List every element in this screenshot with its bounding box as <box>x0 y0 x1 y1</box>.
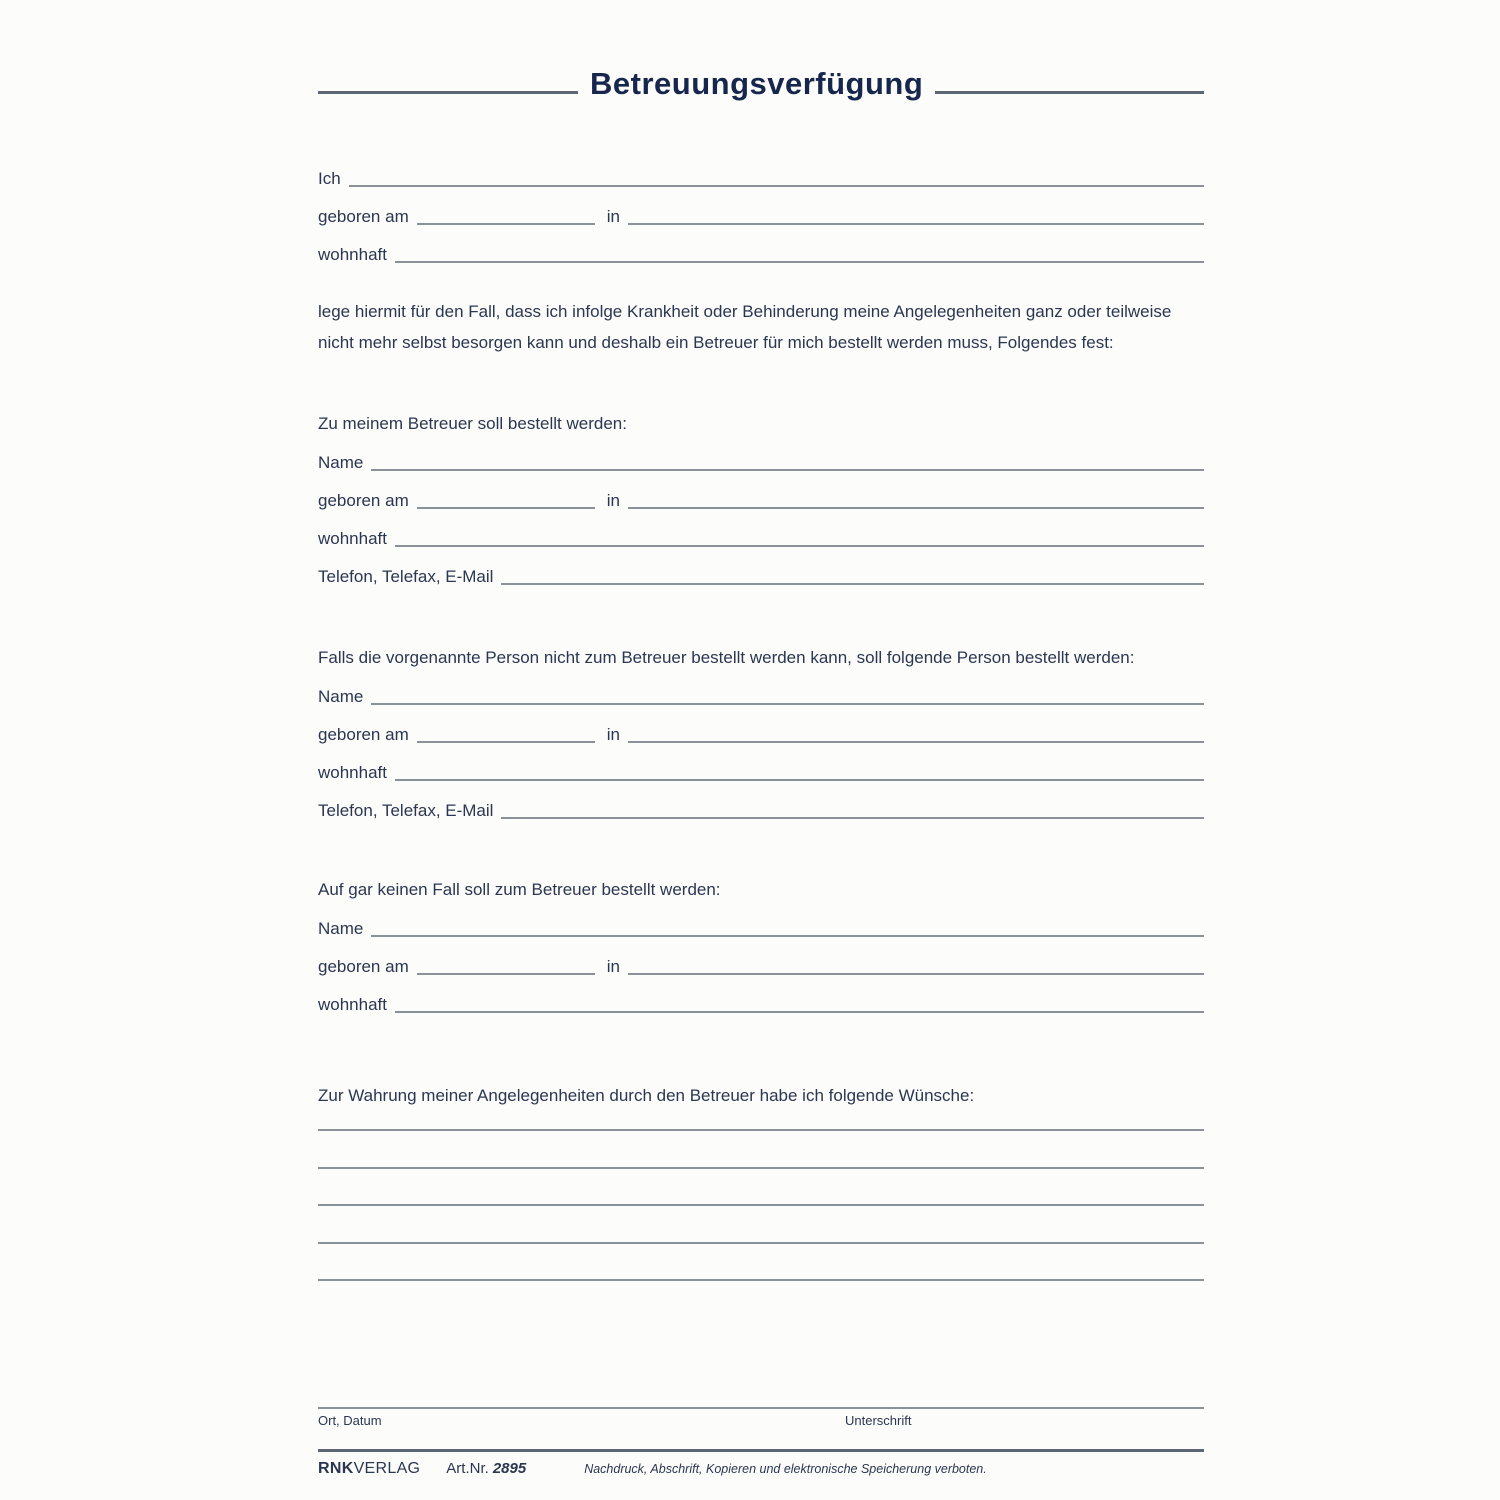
footer-block <box>318 1449 1204 1478</box>
ersatz-heading: Falls die vorgenannte Person nicht zum Betreuer bestellt werden kann, soll folgende Person bestellt werden: <box>318 648 1135 667</box>
wishes-line[interactable] <box>318 1204 1204 1242</box>
wohnhaft-field-line[interactable] <box>395 779 1204 781</box>
page-title: Betreuungsverfügung <box>590 66 924 101</box>
name-label: Name <box>318 453 364 472</box>
geburtsort-field-line[interactable] <box>628 741 1204 743</box>
title-rule-right <box>935 91 1204 94</box>
betreuer-heading: Zu meinem Betreuer soll bestellt werden: <box>318 414 627 433</box>
name-row <box>318 450 1204 474</box>
wohnhaft-label: wohnhaft <box>318 529 387 548</box>
section-declarant <box>318 166 1204 280</box>
geboren-row <box>318 722 1204 746</box>
name-row <box>318 916 1204 940</box>
wishes-line[interactable] <box>318 1167 1204 1205</box>
wohnhaft-field-line[interactable] <box>395 1011 1204 1013</box>
name-field-line[interactable] <box>371 703 1204 705</box>
ausschluss-heading: Auf gar keinen Fall soll zum Betreuer bestellt werden: <box>318 880 721 899</box>
telefon-row <box>318 564 1204 588</box>
wishes-lines <box>318 1129 1204 1317</box>
in-label: in <box>606 491 620 510</box>
name-row <box>318 684 1204 708</box>
in-label: in <box>606 207 620 226</box>
geboren-am-field-line[interactable] <box>417 973 595 975</box>
wohnhaft-row <box>318 760 1204 784</box>
brand-bold: RNK <box>318 1460 354 1477</box>
in-label: in <box>606 725 620 744</box>
wohnhaft-label: wohnhaft <box>318 763 387 782</box>
geboren-row <box>318 204 1204 228</box>
ich-field-line[interactable] <box>349 185 1204 187</box>
geburtsort-field-line[interactable] <box>628 973 1204 975</box>
wohnhaft-field-line[interactable] <box>395 261 1204 263</box>
name-field-line[interactable] <box>371 935 1204 937</box>
wishes-line[interactable] <box>318 1242 1204 1280</box>
wohnhaft-row <box>318 242 1204 266</box>
ort-datum-label: Ort, Datum <box>318 1413 382 1428</box>
geboren-row <box>318 488 1204 512</box>
geburtsort-field-line[interactable] <box>628 223 1204 225</box>
ich-row <box>318 166 1204 190</box>
signature-block <box>318 1407 1204 1428</box>
geboren-am-label: geboren am <box>318 957 409 976</box>
wishes-line[interactable] <box>318 1129 1204 1167</box>
wohnhaft-row <box>318 992 1204 1016</box>
wuensche-heading: Zur Wahrung meiner Angelegenheiten durch den Betreuer habe ich folgende Wünsche: <box>318 1086 975 1105</box>
copyright-notice: Nachdruck, Abschrift, Kopieren und elektronische Speicherung verboten. <box>584 1462 987 1476</box>
geboren-am-field-line[interactable] <box>417 507 595 509</box>
telefon-field-line[interactable] <box>501 583 1204 585</box>
telefon-field-line[interactable] <box>501 817 1204 819</box>
wohnhaft-row <box>318 526 1204 550</box>
wishes-line[interactable] <box>318 1279 1204 1317</box>
ich-label: Ich <box>318 169 341 188</box>
geboren-row <box>318 954 1204 978</box>
title-block <box>318 66 1204 102</box>
artnr-value: 2895 <box>492 1460 527 1477</box>
telefon-label: Telefon, Telefax, E-Mail <box>318 801 494 820</box>
article-number <box>446 1460 526 1477</box>
section-ersatz <box>318 646 1204 836</box>
name-label: Name <box>318 919 364 938</box>
geboren-am-label: geboren am <box>318 725 409 744</box>
title-rule-left <box>318 91 578 94</box>
section-wuensche <box>318 1084 1204 1122</box>
geburtsort-field-line[interactable] <box>628 507 1204 509</box>
name-field-line[interactable] <box>371 469 1204 471</box>
name-label: Name <box>318 687 364 706</box>
geboren-am-field-line[interactable] <box>417 741 595 743</box>
publisher-brand <box>318 1460 420 1478</box>
wohnhaft-label: wohnhaft <box>318 995 387 1014</box>
geboren-am-label: geboren am <box>318 207 409 226</box>
wohnhaft-field-line[interactable] <box>395 545 1204 547</box>
intro-paragraph: lege hiermit für den Fall, dass ich infolge Krankheit oder Behinderung meine Angelegenheiten ganz oder teilweise nicht mehr selbst besorgen kann und deshalb ein Betreuer für mich bestellt werden muss, Folgendes fest: <box>318 302 1172 352</box>
geboren-am-label: geboren am <box>318 491 409 510</box>
geboren-am-field-line[interactable] <box>417 223 595 225</box>
wohnhaft-label: wohnhaft <box>318 245 387 264</box>
telefon-row <box>318 798 1204 822</box>
telefon-label: Telefon, Telefax, E-Mail <box>318 567 494 586</box>
unterschrift-label: Unterschrift <box>845 1413 912 1428</box>
artnr-label: Art.Nr. <box>446 1460 489 1477</box>
in-label: in <box>606 957 620 976</box>
section-betreuer <box>318 412 1204 602</box>
brand-rest: VERLAG <box>353 1460 421 1477</box>
section-ausschluss <box>318 878 1204 1030</box>
